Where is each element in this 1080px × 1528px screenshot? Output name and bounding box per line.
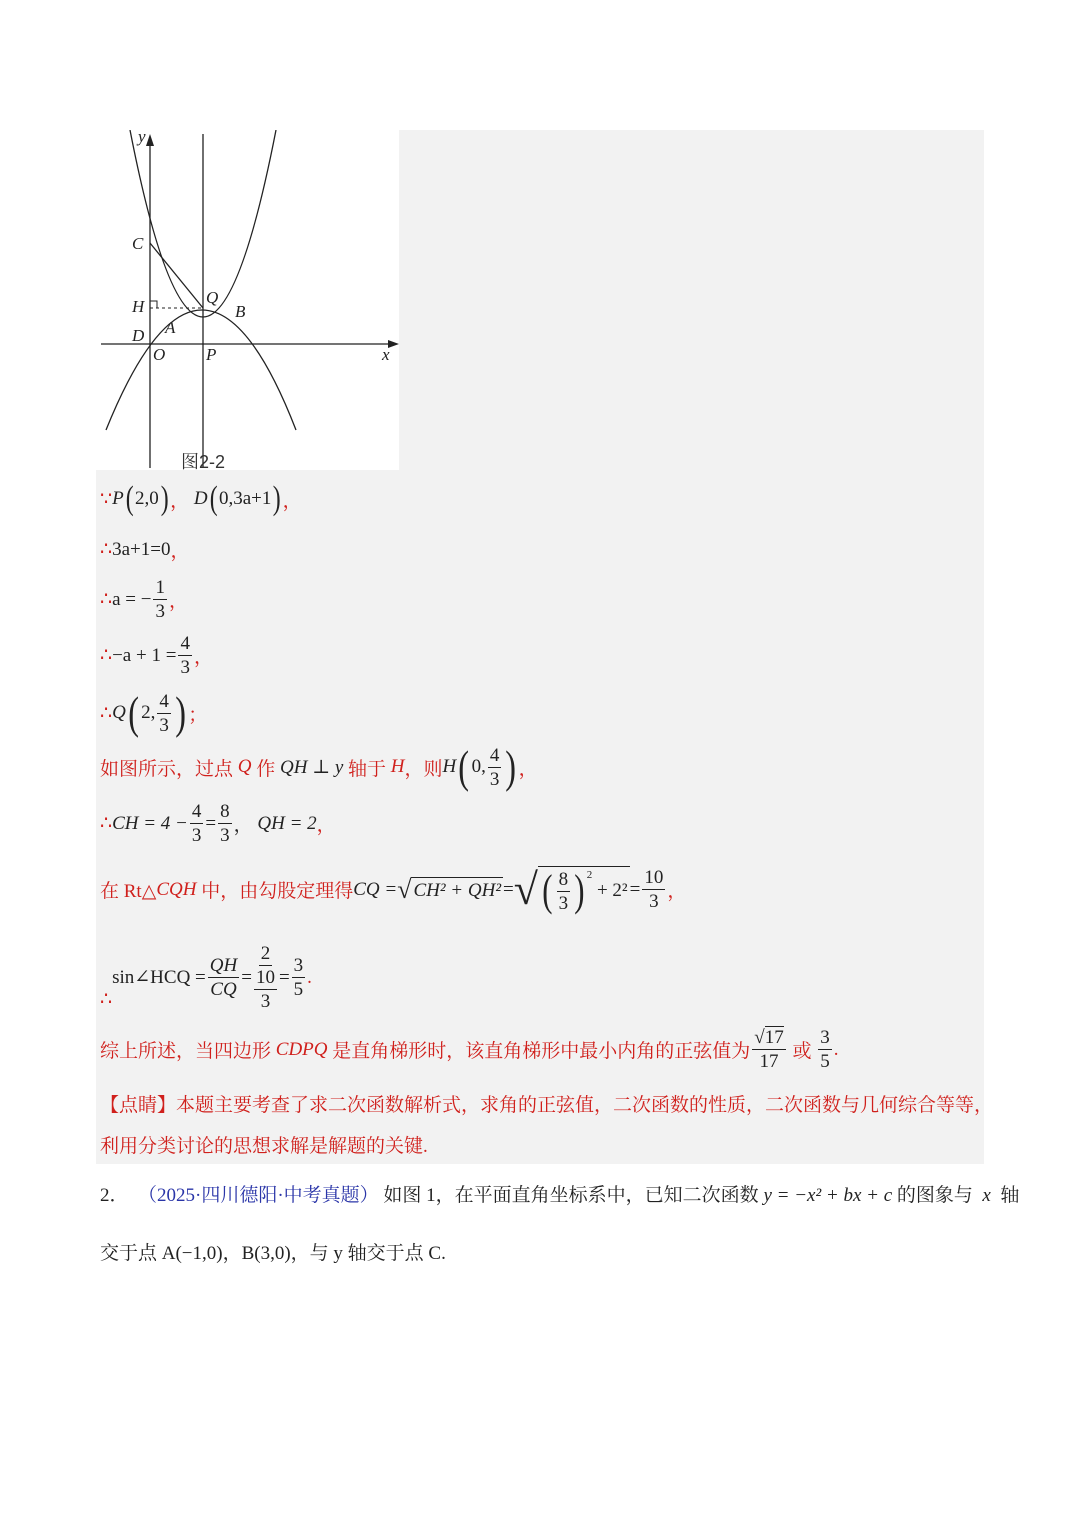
line-end: . (833, 1038, 839, 1060)
p-coord: 2,0 (135, 488, 159, 509)
question-text: 轴 (1000, 1185, 1020, 1206)
fraction (642, 868, 665, 911)
question-number: 2． (100, 1185, 129, 1206)
inner-denominator: 3 (260, 991, 271, 1012)
line-end: ， (518, 758, 538, 780)
sin-expr: sin∠HCQ = (112, 967, 206, 988)
denominator: 3 (180, 657, 190, 678)
paren-close: ) (505, 741, 517, 792)
sqrt-icon: √ (754, 1027, 765, 1048)
therefore-symbol: ∴ (100, 645, 113, 666)
text: 是直角梯形时，该直角梯形中最小内角的正弦值为 (332, 1041, 751, 1062)
denominator: 3 (191, 825, 202, 846)
solution-line-4 (100, 634, 213, 677)
x-axis-arrow-icon (388, 340, 399, 348)
lhs: a = − (112, 588, 152, 610)
point-q: Q (237, 756, 252, 777)
point-h: H (390, 756, 405, 777)
text: 中，由勾股定理得 (201, 881, 354, 902)
solution-line-2 (100, 536, 189, 563)
paren-open: ( (209, 480, 218, 517)
line-end: ， (193, 647, 213, 668)
solution-line-6 (100, 741, 538, 792)
line-end: ， (168, 591, 188, 612)
qh-value: QH = 2 (257, 812, 317, 834)
function-expr: y = −x² + bx + c (763, 1185, 893, 1206)
fraction (557, 870, 571, 913)
label-d: D (132, 326, 145, 345)
numerator: 4 (489, 744, 500, 766)
perp-expr: QH ⊥ y (280, 756, 344, 778)
paren-open: ( (125, 480, 134, 517)
triangle-name: CQH (156, 878, 197, 900)
label-y: y (138, 130, 146, 146)
denominator (254, 966, 277, 1011)
figure-caption: 图2-2 (181, 452, 226, 472)
therefore-symbol: ∴ (100, 989, 113, 1010)
solution-line-8 (100, 864, 686, 915)
fraction (218, 802, 232, 845)
solution-line-1 (100, 482, 302, 516)
numerator: 2 (260, 943, 271, 964)
equals: = (205, 812, 217, 834)
solution-line-5 (100, 687, 208, 738)
label-c: C (132, 234, 144, 253)
question-source: （2025·四川德阳·中考真题） (138, 1185, 379, 1206)
h-x: 0, (471, 756, 486, 777)
label-x: x (382, 345, 390, 364)
text: 作 (256, 758, 276, 780)
text: 如图所示，过点 (100, 758, 234, 780)
or-word: 或 (792, 1041, 812, 1062)
denominator: 3 (159, 714, 169, 736)
equation: 3a+1=0 (112, 538, 171, 560)
numerator: 3 (293, 955, 304, 976)
numerator: 1 (155, 577, 165, 598)
denominator: 5 (820, 1051, 830, 1072)
separator: ， (233, 815, 253, 836)
cq-lhs: CQ = (353, 878, 398, 900)
paren-close: ) (574, 866, 585, 915)
question-text: 的图象与 (896, 1185, 973, 1206)
parabola-diagram (96, 130, 399, 470)
right-angle-mark (150, 301, 157, 308)
point-h: H (442, 756, 457, 777)
comment-line-1: 【点睛】本题主要考查了求二次函数解析式，求角的正弦值，二次函数的性质，二次函数与几何综合等等， (100, 1095, 994, 1116)
solution-line-9 (100, 944, 312, 1011)
fraction (153, 578, 167, 621)
therefore-symbol: ∴ (100, 813, 113, 834)
question-text: 如图 1，在平面直角坐标系中，已知二次函数 (383, 1185, 759, 1206)
inner-numerator: 10 (255, 967, 275, 988)
denominator: 3 (649, 891, 659, 912)
y-axis-arrow-icon (146, 134, 154, 146)
numerator (752, 1028, 785, 1050)
line-end: . (307, 966, 312, 988)
label-p: P (206, 345, 217, 364)
question-2-line-2: 交于点 A(−1,0)，B(3,0)，与 y 轴交于点 C. (100, 1243, 446, 1264)
denominator: 3 (558, 892, 569, 914)
fraction (292, 956, 306, 999)
paren-open: ( (128, 687, 139, 738)
sqrt (397, 875, 503, 905)
line-end: ， (282, 490, 302, 512)
fraction (488, 746, 502, 789)
denominator: 3 (220, 825, 230, 846)
label-q: Q (206, 288, 219, 307)
paren-close: ) (175, 687, 186, 738)
denominator: 3 (489, 768, 500, 790)
fraction (190, 802, 204, 845)
point-p: P (112, 488, 124, 509)
comment-line-2: 利用分类讨论的思想求解是解题的关键. (100, 1136, 428, 1157)
sqrt-icon: √ (397, 874, 412, 904)
label-b: B (235, 302, 246, 321)
numerator: QH (209, 955, 238, 976)
because-symbol: ∵ (100, 488, 113, 510)
line-end: ， (170, 541, 190, 562)
x-variable: x (982, 1185, 991, 1206)
paren-open: ( (458, 741, 470, 792)
denominator: 5 (293, 979, 304, 1000)
denominator: CQ (210, 979, 237, 1000)
therefore-symbol: ∴ (100, 702, 113, 724)
solution-line-10 (100, 1028, 838, 1071)
quadrilateral-name: CDPQ (275, 1038, 328, 1060)
text: 在 Rt△ (100, 881, 157, 902)
lhs: −a + 1 = (112, 644, 177, 666)
label-a: A (165, 318, 176, 337)
numerator: 3 (820, 1027, 830, 1048)
d-coord: 0,3a+1 (218, 488, 272, 509)
point-d: D (193, 488, 208, 509)
equals: = (503, 878, 514, 900)
compound-fraction (254, 944, 277, 1011)
separator: ， (170, 490, 190, 512)
figure-2-2 (96, 130, 399, 470)
equals: = (629, 878, 641, 900)
text: 轴于 (348, 758, 387, 780)
exponent: 2 (586, 869, 593, 881)
paren-open: ( (542, 866, 553, 915)
question-2-line-1 (100, 1180, 1019, 1207)
segment-cq (150, 243, 203, 308)
radicand: CH² + QH² (411, 877, 503, 902)
numerator: 8 (558, 868, 569, 890)
sqrt (514, 864, 630, 915)
line-end: ， (316, 815, 336, 836)
equals: = (241, 966, 252, 988)
label-h: H (132, 297, 145, 316)
radicand: 17 (764, 1027, 784, 1048)
therefore-symbol: ∴ (100, 539, 113, 560)
numerator: 4 (180, 633, 190, 654)
fraction (178, 634, 192, 677)
point-q: Q (112, 702, 126, 723)
q-x: 2, (141, 702, 156, 723)
denominator: 17 (759, 1051, 779, 1072)
plus-term: + 2² (596, 880, 628, 901)
fraction (157, 692, 171, 735)
denominator: 3 (155, 601, 165, 622)
numerator: 10 (644, 867, 664, 888)
numerator: 4 (191, 801, 202, 822)
label-o: O (153, 345, 166, 364)
numerator: 8 (220, 801, 230, 822)
paren-close: ) (160, 480, 169, 517)
text: ，则 (404, 758, 443, 780)
solution-line-3 (100, 578, 188, 621)
solution-line-7 (100, 802, 336, 845)
fraction (208, 956, 239, 999)
paren-close: ) (273, 480, 281, 517)
line-end: ； (188, 704, 208, 726)
fraction (818, 1028, 832, 1071)
sqrt-icon: √ (513, 865, 538, 914)
line-end: ， (667, 881, 687, 902)
equals: = (278, 966, 290, 988)
fraction (752, 1028, 785, 1071)
lhs: CH = 4 − (112, 812, 188, 834)
numerator: 4 (159, 690, 169, 712)
text: 综上所述，当四边形 (100, 1041, 272, 1062)
therefore-symbol: ∴ (100, 589, 113, 610)
